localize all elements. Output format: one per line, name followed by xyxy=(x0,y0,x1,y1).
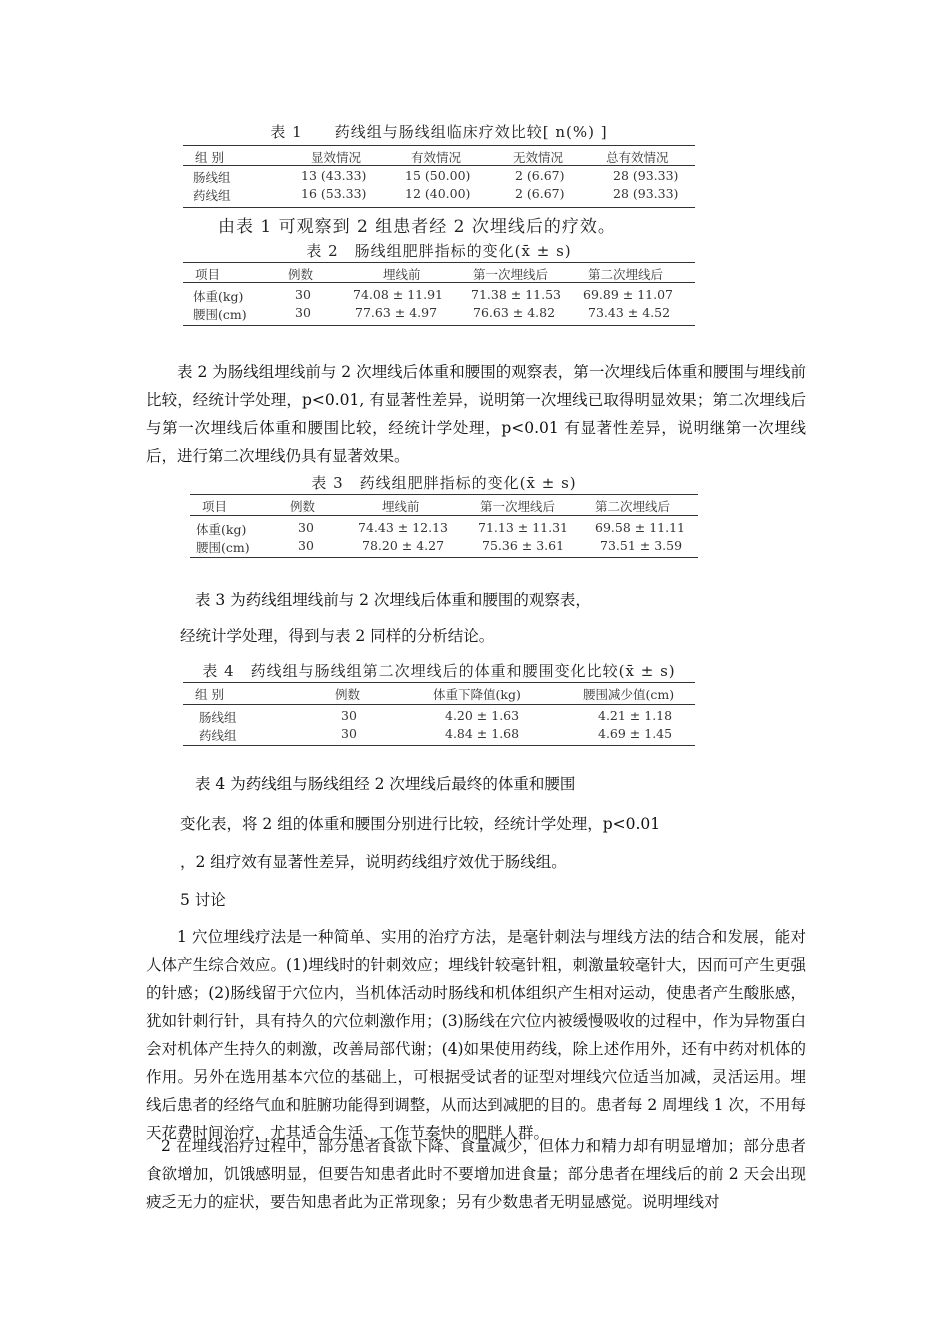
table1-row0-col2: 15 (50.00) xyxy=(405,168,471,183)
table3-header-0: 项目 xyxy=(202,499,228,514)
table1-bottom-rule xyxy=(183,207,695,208)
discussion-paragraph-1: 1 穴位埋线疗法是一种简单、实用的治疗方法，是毫针刺法与埋线方法的结合和发展，能对人体产生综合效应。(1)埋线时的针刺效应；埋线针较毫针粗，刺激量较毫针大，因而可产生更强的针感；(2)肠线留于穴位内，当机体活动时肠线和机体组织产生相对运动，使患者产生酸胀感，犹如针刺行针，具有持久的穴位刺激作用；(3)肠线在穴位内被缓慢吸收的过程中，作为异物蛋白会对机体产生持久的刺激，改善局部代谢；(4)如果使用药线，除上述作用外，还有中药对机体的作用。另外在选用基本穴位的基础上，可根据受试者的证型对埋线穴位适当加减，灵活运用。埋线后患者的经络气血和脏腑功能得到调整，从而达到减肥的目的。患者每 2 周埋线 1 次，不用每天花费时间治疗，尤其适合生活、工作节奏快的肥胖人群。 xyxy=(146,928,806,1142)
table1-row1-col2: 12 (40.00) xyxy=(405,186,471,201)
para-table4-line3: ，2 组疗效有显著性差异，说明药线组疗效优于肠线组。 xyxy=(180,853,567,871)
table1-header-4: 总有效情况 xyxy=(606,150,669,165)
table4-row1-col3: 4.69 ± 1.45 xyxy=(598,726,673,741)
discussion-paragraph-2: 2 在埋线治疗过程中，部分患者食欲下降、食量减少，但体力和精力却有明显增加；部分患者食欲增加，饥饿感明显，但要告知患者此时不要增加进食量；部分患者在埋线后的前 2 天会出现疲乏无力的症状，要告知患者此为正常现象；另有少数患者无明显感觉。说明埋线对 xyxy=(146,1137,806,1211)
table4-row0-col3: 4.21 ± 1.18 xyxy=(598,708,673,723)
table2-body xyxy=(183,287,695,325)
table4-header-2: 体重下降值(kg) xyxy=(433,687,521,702)
table3-header-4: 第二次埋线后 xyxy=(595,499,671,514)
table2-row0-col0: 体重(kg) xyxy=(193,289,244,304)
table4-row1-col1: 30 xyxy=(341,726,357,741)
para-table2: 表 2 为肠线组埋线前与 2 次埋线后体重和腰围的观察表，第一次埋线后体重和腰围与埋线前比较，经统计学处理，p<0.01, 有显著性差异，说明第一次埋线已取得明显效果；第二次埋线后与第一次埋线后体重和腰围比较，经统计学处理，p<0.01 有显著性差异，说明继第一次埋线后，进行第二次埋线仍具有显著效果。 xyxy=(146,363,806,465)
table2-row0-col1: 30 xyxy=(295,287,311,302)
section-heading: 5 讨论 xyxy=(180,891,226,909)
table3-row1-col1: 30 xyxy=(298,538,314,553)
table4-mid-rule xyxy=(183,704,695,705)
table1-body xyxy=(183,168,695,206)
table1-header-2: 有效情况 xyxy=(411,150,462,165)
table3-header-2: 埋线前 xyxy=(382,499,420,514)
table2-header-2: 埋线前 xyxy=(383,267,421,282)
para-table4-line2: 变化表，将 2 组的体重和腰围分别进行比较，经统计学处理，p<0.01 xyxy=(180,815,661,833)
table4-header-0: 组 别 xyxy=(195,687,224,702)
table4-body xyxy=(183,708,695,746)
table1-row0-col3: 2 (6.67) xyxy=(515,168,565,183)
table1-row1-col4: 28 (93.33) xyxy=(613,186,679,201)
table2-row1-col0: 腰围(cm) xyxy=(193,307,247,322)
table3-row0-col3: 71.13 ± 11.31 xyxy=(478,520,568,535)
table3-mid-rule xyxy=(190,515,698,516)
table2-row1-col1: 30 xyxy=(295,305,311,320)
table3 xyxy=(190,494,698,516)
table4-bottom-rule xyxy=(183,745,695,746)
table2-row0-col4: 69.89 ± 11.07 xyxy=(583,287,673,302)
table1-header-0: 组 别 xyxy=(195,150,224,165)
table4-header-1: 例数 xyxy=(335,687,361,702)
table2-header-0: 项目 xyxy=(195,267,221,282)
table3-row1-col2: 78.20 ± 4.27 xyxy=(362,538,445,553)
table1-row0-col1: 13 (43.33) xyxy=(301,168,367,183)
table3-row0-col4: 69.58 ± 11.11 xyxy=(595,520,685,535)
table3-row0-col1: 30 xyxy=(298,520,314,535)
table2-header-4: 第二次埋线后 xyxy=(588,267,664,282)
table4-row1-col2: 4.84 ± 1.68 xyxy=(445,726,520,741)
para-table3-line1: 表 3 为药线组埋线前与 2 次埋线后体重和腰围的观察表， xyxy=(195,591,591,609)
table2-row1-col4: 73.43 ± 4.52 xyxy=(588,305,671,320)
table3-row1-col0: 腰围(cm) xyxy=(196,540,250,555)
table3-body xyxy=(190,520,698,558)
table3-bottom-rule xyxy=(190,557,698,558)
table2-row0-col3: 71.38 ± 11.53 xyxy=(471,287,561,302)
table4 xyxy=(183,682,695,704)
table4-row0-col1: 30 xyxy=(341,708,357,723)
table3-row1-col4: 73.51 ± 3.59 xyxy=(600,538,683,553)
table1-header-1: 显效情况 xyxy=(311,150,362,165)
table1-row0-col4: 28 (93.33) xyxy=(613,168,679,183)
table3-row0-col2: 74.43 ± 12.13 xyxy=(358,520,448,535)
table2 xyxy=(183,262,695,284)
table2-header-3: 第一次埋线后 xyxy=(473,267,549,282)
table4-header-3: 腰围减少值(cm) xyxy=(583,687,675,702)
table2-mid-rule xyxy=(183,282,695,283)
table2-row1-col2: 77.63 ± 4.97 xyxy=(355,305,438,320)
table2-bottom-rule xyxy=(183,325,695,326)
table2-caption: 表 2 肠线组肥胖指标的变化(x̄ ± s) xyxy=(306,242,572,260)
table3-caption: 表 3 药线组肥胖指标的变化(x̄ ± s) xyxy=(311,474,577,492)
table4-row1-col0: 药线组 xyxy=(199,728,237,743)
table3-row1-col3: 75.36 ± 3.61 xyxy=(482,538,565,553)
table4-row0-col0: 肠线组 xyxy=(199,710,237,725)
table3-header-3: 第一次埋线后 xyxy=(480,499,556,514)
table1-header-3: 无效情况 xyxy=(513,150,564,165)
table2-row1-col3: 76.63 ± 4.82 xyxy=(473,305,556,320)
table3-header-1: 例数 xyxy=(290,499,316,514)
table1-row1-col3: 2 (6.67) xyxy=(515,186,565,201)
table1-row0-col0: 肠线组 xyxy=(193,170,231,185)
table2-header-1: 例数 xyxy=(288,267,314,282)
para-table4-line1: 表 4 为药线组与肠线组经 2 次埋线后最终的体重和腰围 xyxy=(195,775,576,793)
table1-mid-rule xyxy=(183,165,695,166)
table4-caption: 表 4 药线组与肠线组第二次埋线后的体重和腰围变化比较(x̄ ± s) xyxy=(202,662,676,680)
table2-row0-col2: 74.08 ± 11.91 xyxy=(353,287,443,302)
table3-row0-col0: 体重(kg) xyxy=(196,522,247,537)
sentence-after-table1: 由表 1 可观察到 2 组患者经 2 次埋线后的疗效。 xyxy=(218,217,616,237)
para-table3-line2: 经统计学处理，得到与表 2 同样的分析结论。 xyxy=(180,627,495,645)
table1-caption: 表 1 药线组与肠线组临床疗效比较[ n(%) ] xyxy=(270,123,608,141)
table4-row0-col2: 4.20 ± 1.63 xyxy=(445,708,520,723)
table1-row1-col0: 药线组 xyxy=(193,188,231,203)
table1-row1-col1: 16 (53.33) xyxy=(301,186,367,201)
